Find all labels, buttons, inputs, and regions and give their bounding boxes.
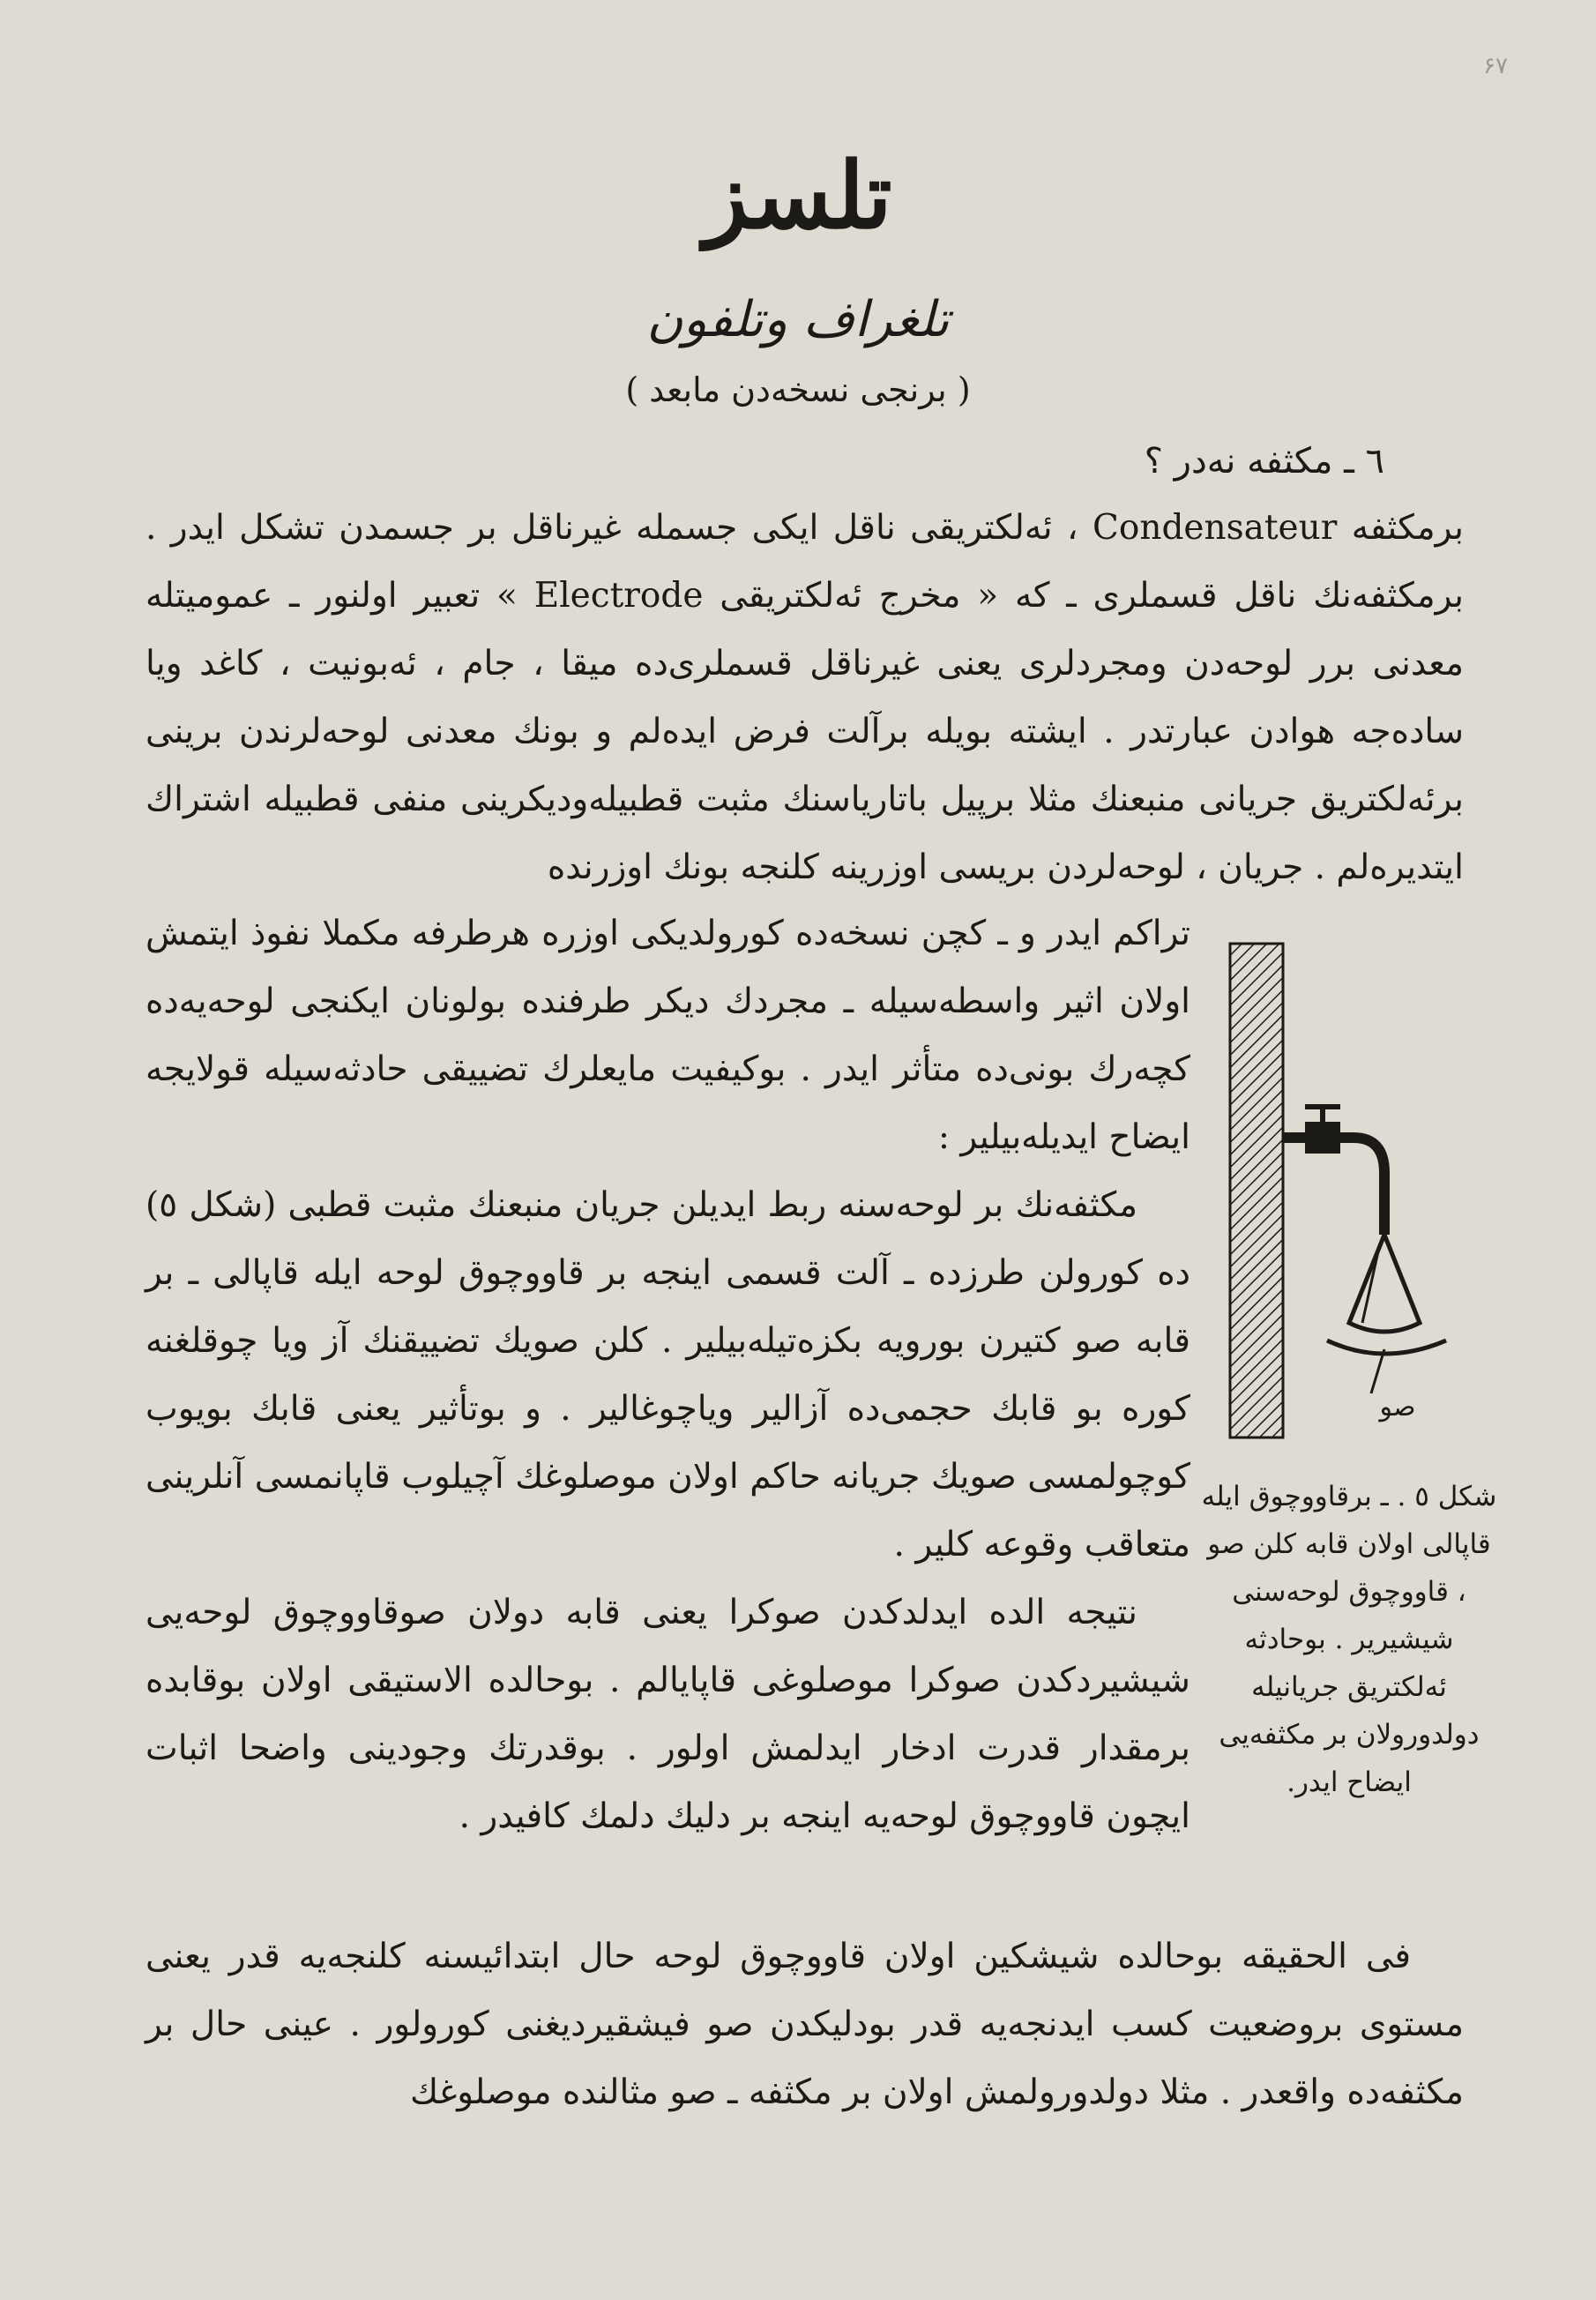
paragraph: نتیجه الده ایدلدکدن صوکرا یعنی قابه دولان صوقاووچوق لوحه‌یی شیشیردکدن صوکرا موصلوغی قاپایالم . بوحالده الاستیقی اولان بوقابده برمقدار قدرت ادخار ایدلمش اولور . بوقدرتك وجودینی واضحا اثبات ایچون قاووچوق لوحه‌یه اینجه بر دلیك دلمك کافیدر . xyxy=(145,1593,1190,1836)
rubber-membrane xyxy=(1327,1340,1446,1354)
wall-hatched xyxy=(1230,944,1283,1438)
paragraph: فی الحقیقه بوحالده شیشکین اولان قاووچوق لوحه حال ابتدائیسنه کلنجه‌یه قدر یعنی مستوی بروضعیت کسب ایدنجه‌یه قدر بودلیکدن صو فیشقیردیغنی کورولور . عینی حال بر مکثفه‌ده واقعدر . مثلا دولدورولمش اولان بر مکثفه ـ صو مثالنده موصلوغك xyxy=(145,1937,1464,2112)
page-title: تلسز xyxy=(704,141,892,250)
section-heading: ٦ ـ مکثفه نه‌در ؟ xyxy=(1144,441,1384,482)
faucet-valve-icon xyxy=(1305,1107,1340,1154)
container-cone xyxy=(1349,1235,1420,1332)
body-text-beside-figure xyxy=(145,900,1190,1850)
body-text-bottom xyxy=(145,1923,1464,2126)
body-text-top xyxy=(145,494,1464,901)
continued-note: ( برنجی نسخه‌دن مابعد ) xyxy=(625,370,971,409)
figure-illustration xyxy=(1221,926,1486,1446)
figure-caption: شکل ٥ . ـ برقاووچوق ایله قاپالی اولان قابه کلن صو ، قاووچوق لوحه‌سنی شیشیریر . بوحادثه ئه‌لکتریق جریانیله دولدورولان بر مکثفه‌یی ایضاح ایدر. xyxy=(1201,1481,1497,1798)
paragraph: مکثفه‌نك بر لوحه‌سنه ربط ایدیلن جریان منبعنك مثبت قطبی (شکل ٥) ده کورولن طرزده ـ آلت قسمی اینجه بر قاووچوق لوحه ایله قاپالی ـ بر قابه صو کتیرن بورویه بکزه‌تیله‌بیلیر . کلن صویك تضییقنك آز ویا چوقلغنه کوره بو قابك حجمی‌ده آزالیر ویاچوغالیر . و بوتأثیر یعنی قابك بویوب کوچولمسی صویك جریانه حاکم اولان موصلوغك آچیلوب قاپانمسی آنلرینی متعاقب وقوعه کلیر . xyxy=(145,1185,1190,1564)
paragraph: برمکثفه Condensateur ، ئه‌لکتریقی ناقل ایکی جسمله غیرناقل بر جسمدن تشکل ایدر . برمکثفه‌نك ناقل قسملری ـ که « مخرج ئه‌لکتریقی Electrode » تعبیر اولنور ـ عمومیتله معدنی برر لوحه‌دن ومجردلری یعنی غیرناقل قسملری‌ده میقا ، جام ، ئه‌بونیت ، کاغد ویا ساده‌جه هوادن عبارتدر . ایشته بویله برآلت فرض ایده‌لم و بونك معدنی لوحه‌لرندن برینی برئه‌لکتریق جریانی منبعنك مثلا برپیل باتاریاسنك مثبت قطبیله‌ودیکرینی منفی قطبیله اشتراك ایتدیره‌لم . جریان ، لوحه‌لردن بریسی اوزرینه کلنجه بونك اوزرنده xyxy=(145,508,1465,887)
paragraph: تراکم ایدر و ـ کچن نسخه‌ده کورولدیکی اوزره هرطرفه مکملا نفوذ ایتمش اولان اثیر واسطه‌سیله ـ مجردك دیکر طرفنده بولونان ایکنجی لوحه‌یه‌ده کچه‌رك بونی‌ده متأثر ایدر . بوکیفیت مایعلرك تضییقی حادثه‌سیله قولایجه ایضاح ایدیله‌بیلیر : xyxy=(145,914,1190,1157)
page-number: ۶۷ xyxy=(1483,53,1508,79)
page-subtitle: تلغراف وتلفون xyxy=(646,291,950,348)
figure-label-water: صو xyxy=(1379,1392,1416,1423)
